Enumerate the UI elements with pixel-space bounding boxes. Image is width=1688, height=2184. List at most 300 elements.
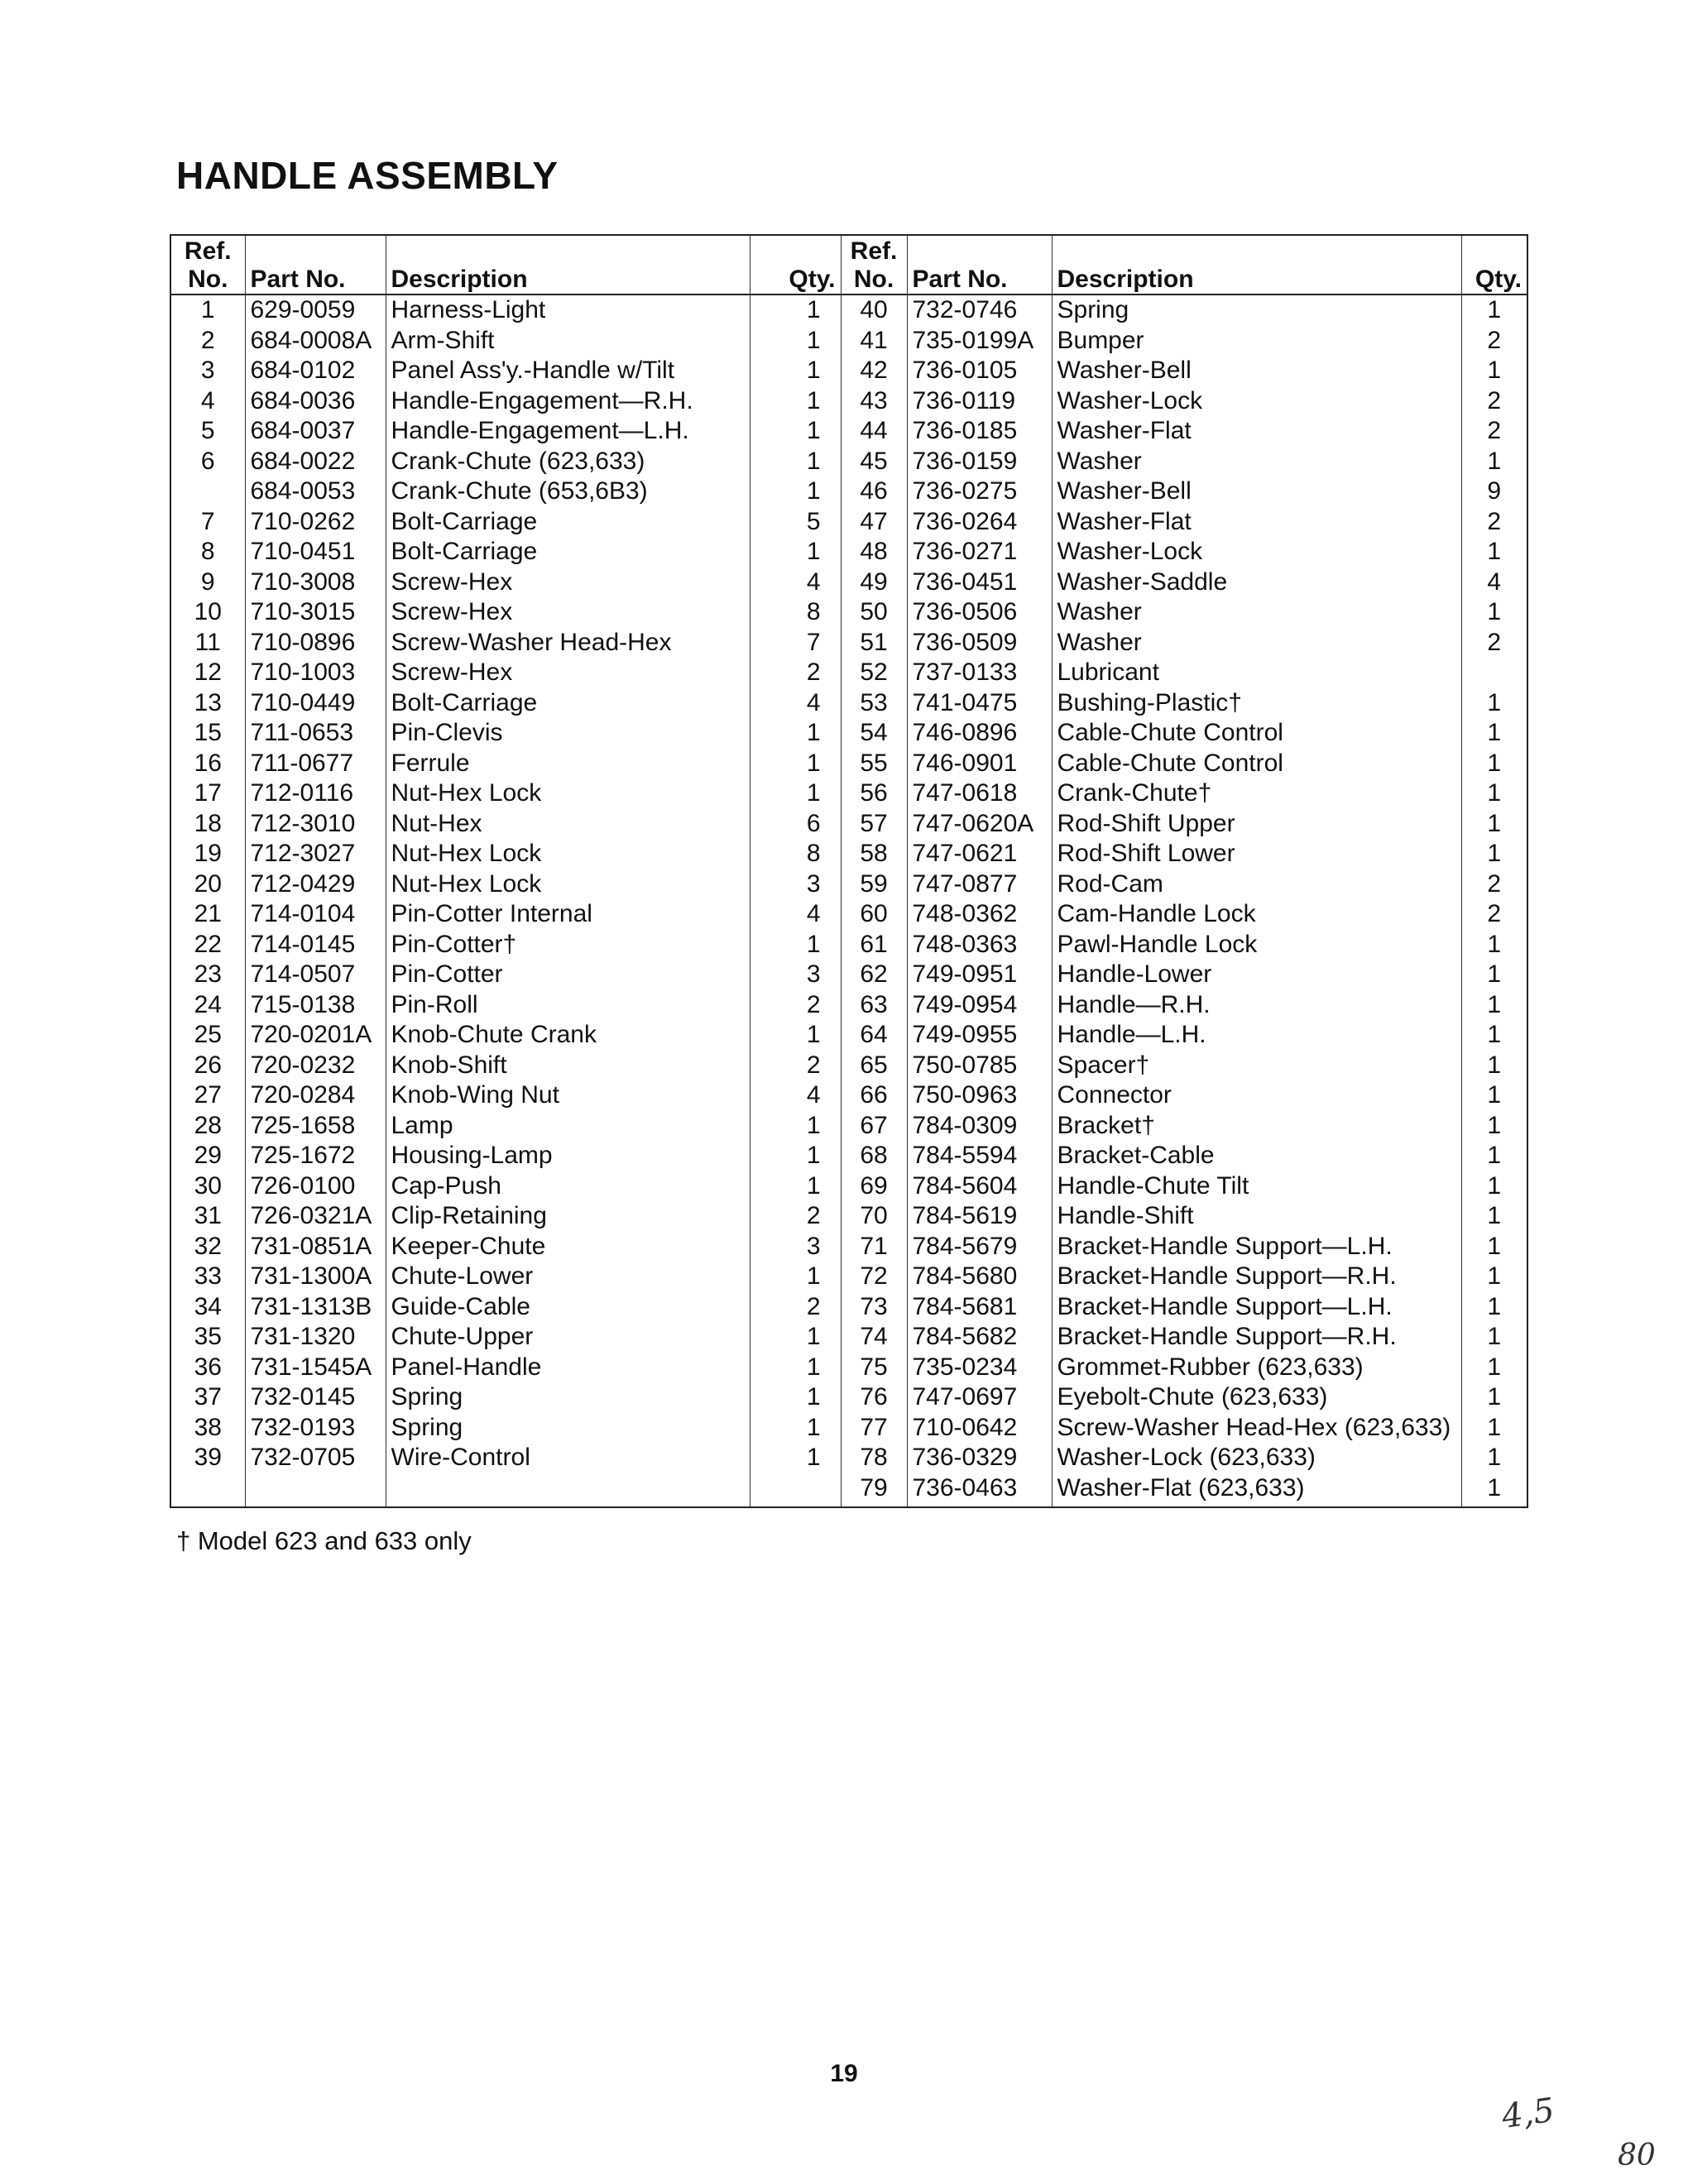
ref-no-cell: 17	[194, 779, 222, 807]
description-cell: Bumper	[1052, 326, 1461, 357]
ref-no-cell: 47	[841, 507, 907, 538]
ref-no-cell: 49	[841, 568, 907, 598]
ref-no-cell: 11	[194, 628, 221, 656]
ref-no-cell: 51	[841, 628, 907, 659]
table-row	[170, 778, 1527, 809]
qty-cell: 1	[750, 1413, 841, 1444]
table-row	[170, 1232, 1527, 1262]
description-cell: Bracket-Handle Support—R.H.	[1052, 1262, 1461, 1292]
description-cell: Eyebolt-Chute (623,633)	[1052, 1382, 1461, 1413]
description-cell: Handle-Chute Tilt	[1052, 1171, 1461, 1202]
qty-cell: 1	[750, 778, 841, 809]
ref-no-cell: 2	[200, 326, 215, 354]
ref-no-cell	[170, 1473, 245, 1508]
description-cell: Knob-Chute Crank	[386, 1020, 750, 1051]
part-no-cell: 710-0896	[245, 628, 386, 659]
ref-no-cell: 57	[841, 809, 907, 840]
description-cell: Washer	[1052, 628, 1461, 659]
ref-no-cell: 9	[200, 568, 215, 596]
ref-no-cell: 27	[194, 1081, 222, 1109]
description-cell: Bushing-Plastic†	[1052, 688, 1461, 719]
qty-cell: 3	[750, 1232, 841, 1262]
qty-cell: 1	[750, 477, 841, 507]
ref-no-cell: 50	[841, 597, 907, 628]
description-cell: Spring	[386, 1413, 750, 1444]
ref-no-cell: 18	[194, 809, 222, 837]
part-no-cell: 731-1300A	[245, 1262, 386, 1292]
description-cell: Cam-Handle Lock	[1052, 899, 1461, 930]
description-cell: Handle-Engagement—L.H.	[386, 416, 750, 447]
table-row	[170, 658, 1527, 688]
part-no-cell: 747-0620A	[907, 809, 1052, 840]
ref-no-cell: 71	[841, 1232, 907, 1262]
description-cell: Washer-Flat (623,633)	[1052, 1473, 1461, 1508]
part-no-cell: 710-0262	[245, 507, 386, 538]
description-cell: Pin-Cotter Internal	[386, 899, 750, 930]
qty-cell: 8	[750, 597, 841, 628]
part-no-cell: 715-0138	[245, 990, 386, 1021]
description-cell: Guide-Cable	[386, 1292, 750, 1323]
ref-no-cell: 35	[194, 1323, 222, 1351]
qty-cell: 1	[1461, 1201, 1527, 1232]
part-no-cell: 712-0116	[245, 778, 386, 809]
description-cell: Washer-Lock	[1052, 537, 1461, 568]
table-row	[170, 1262, 1527, 1292]
handwritten-mark: 80	[1618, 2138, 1656, 2172]
qty-cell: 4	[750, 899, 841, 930]
part-no-cell: 746-0896	[907, 718, 1052, 749]
part-no-cell: 784-5680	[907, 1262, 1052, 1292]
description-cell: Pin-Clevis	[386, 718, 750, 749]
table-row	[170, 326, 1527, 357]
description-cell: Washer-Lock	[1052, 386, 1461, 417]
qty-cell: 2	[1461, 507, 1527, 538]
qty-cell: 1	[1461, 1322, 1527, 1353]
table-row	[170, 1201, 1527, 1232]
qty-cell: 1	[750, 1353, 841, 1383]
qty-cell: 1	[1461, 688, 1527, 719]
part-no-cell: 710-0451	[245, 537, 386, 568]
part-no-cell: 784-5679	[907, 1232, 1052, 1262]
part-no-cell: 735-0199A	[907, 326, 1052, 357]
header-ref-line2: No.	[188, 266, 228, 293]
description-cell: Washer-Bell	[1052, 356, 1461, 386]
ref-no-cell: 36	[194, 1353, 222, 1381]
ref-no-cell: 37	[194, 1383, 222, 1411]
ref-no-cell: 75	[841, 1353, 907, 1383]
qty-cell: 4	[750, 568, 841, 598]
qty-cell: 1	[1461, 749, 1527, 779]
part-no-cell: 732-0145	[245, 1382, 386, 1413]
description-cell: Lubricant	[1052, 658, 1461, 688]
qty-cell: 1	[1461, 1051, 1527, 1081]
qty-cell: 1	[750, 1443, 841, 1473]
ref-no-cell: 4	[200, 386, 215, 414]
part-no-cell: 714-0507	[245, 960, 386, 990]
qty-cell: 1	[1461, 1262, 1527, 1292]
description-cell: Handle-Engagement—R.H.	[386, 386, 750, 417]
ref-no-cell: 38	[194, 1413, 222, 1441]
qty-cell: 1	[1461, 597, 1527, 628]
ref-no-cell: 21	[194, 900, 222, 928]
description-cell: Screw-Washer Head-Hex (623,633)	[1052, 1413, 1461, 1444]
ref-no-cell: 78	[841, 1443, 907, 1473]
qty-cell: 2	[1461, 326, 1527, 357]
description-cell: Rod-Cam	[1052, 869, 1461, 900]
description-cell: Chute-Lower	[386, 1262, 750, 1292]
header-ref-no-left	[170, 235, 245, 295]
description-cell: Grommet-Rubber (623,633)	[1052, 1353, 1461, 1383]
part-no-cell: 747-0877	[907, 869, 1052, 900]
table-row	[170, 356, 1527, 386]
table-row	[170, 1111, 1527, 1142]
description-cell: Pawl-Handle Lock	[1052, 930, 1461, 960]
qty-cell: 6	[750, 809, 841, 840]
ref-no-cell: 6	[200, 447, 215, 475]
header-ref-no-right	[841, 235, 907, 295]
description-cell: Clip-Retaining	[386, 1201, 750, 1232]
ref-no-cell: 69	[841, 1171, 907, 1202]
description-cell: Screw-Washer Head-Hex	[386, 628, 750, 659]
description-cell: Bracket-Cable	[1052, 1141, 1461, 1171]
table-row	[170, 477, 1527, 507]
part-no-cell: 784-0309	[907, 1111, 1052, 1142]
part-no-cell: 710-0449	[245, 688, 386, 719]
description-cell: Harness-Light	[386, 295, 750, 326]
ref-no-cell: 43	[841, 386, 907, 417]
description-cell: Nut-Hex Lock	[386, 778, 750, 809]
footnote: † Model 623 and 633 only	[176, 1526, 472, 1555]
description-cell: Cap-Push	[386, 1171, 750, 1202]
ref-no-cell: 72	[841, 1262, 907, 1292]
qty-cell: 1	[750, 356, 841, 386]
part-no-cell: 735-0234	[907, 1353, 1052, 1383]
qty-cell: 1	[1461, 839, 1527, 869]
ref-no-cell: 52	[841, 658, 907, 688]
ref-no-cell: 16	[194, 749, 222, 777]
qty-cell: 1	[1461, 1111, 1527, 1142]
ref-no-cell: 53	[841, 688, 907, 719]
description-cell: Pin-Cotter†	[386, 930, 750, 960]
part-no-cell: 731-0851A	[245, 1232, 386, 1262]
table-header-row	[170, 235, 1527, 295]
part-no-cell: 725-1672	[245, 1141, 386, 1171]
description-cell: Knob-Wing Nut	[386, 1080, 750, 1111]
ref-no-cell: 12	[194, 659, 222, 687]
part-no-cell: 736-0185	[907, 416, 1052, 447]
part-no-cell: 747-0621	[907, 839, 1052, 869]
qty-cell: 1	[750, 1141, 841, 1171]
description-cell: Bracket-Handle Support—L.H.	[1052, 1292, 1461, 1323]
qty-cell: 1	[750, 930, 841, 960]
qty-cell: 2	[750, 990, 841, 1021]
part-no-cell: 736-0105	[907, 356, 1052, 386]
qty-cell: 1	[750, 1171, 841, 1202]
description-cell: Panel Ass'y.-Handle w/Tilt	[386, 356, 750, 386]
part-no-cell: 712-0429	[245, 869, 386, 900]
part-no-cell: 684-0036	[245, 386, 386, 417]
qty-cell: 1	[750, 1111, 841, 1142]
table-row	[170, 628, 1527, 659]
ref-no-cell: 70	[841, 1201, 907, 1232]
ref-no-cell: 26	[194, 1051, 222, 1079]
qty-cell: 1	[750, 1020, 841, 1051]
part-no-cell: 684-0008A	[245, 326, 386, 357]
ref-no-cell: 30	[194, 1171, 222, 1200]
part-no-cell: 736-0329	[907, 1443, 1052, 1473]
description-cell: Chute-Upper	[386, 1322, 750, 1353]
ref-no-cell: 45	[841, 447, 907, 477]
ref-no-cell: 22	[194, 930, 222, 958]
ref-no-cell: 40	[841, 295, 907, 326]
part-no-cell: 749-0955	[907, 1020, 1052, 1051]
table-row	[170, 1382, 1527, 1413]
ref-no-cell: 13	[194, 688, 222, 716]
header-description-right: Description	[1052, 235, 1461, 295]
table-row	[170, 1473, 1527, 1508]
qty-cell: 1	[1461, 1232, 1527, 1262]
qty-cell: 1	[1461, 1443, 1527, 1473]
qty-cell: 1	[1461, 295, 1527, 326]
description-cell: Cable-Chute Control	[1052, 718, 1461, 749]
part-no-cell: 720-0201A	[245, 1020, 386, 1051]
part-no-cell: 748-0363	[907, 930, 1052, 960]
table-row	[170, 1171, 1527, 1202]
qty-cell: 1	[1461, 718, 1527, 749]
description-cell: Washer-Lock (623,633)	[1052, 1443, 1461, 1473]
part-no-cell: 732-0705	[245, 1443, 386, 1473]
description-cell: Bolt-Carriage	[386, 688, 750, 719]
part-no-cell: 736-0264	[907, 507, 1052, 538]
part-no-cell: 629-0059	[245, 295, 386, 326]
ref-no-cell: 25	[194, 1021, 222, 1049]
part-no-cell: 731-1320	[245, 1322, 386, 1353]
ref-no-cell: 68	[841, 1141, 907, 1171]
qty-cell: 1	[750, 1382, 841, 1413]
part-no-cell: 749-0951	[907, 960, 1052, 990]
table-row	[170, 416, 1527, 447]
qty-cell: 3	[750, 869, 841, 900]
table-row	[170, 930, 1527, 960]
qty-cell: 2	[750, 1201, 841, 1232]
ref-no-cell: 20	[194, 869, 222, 898]
part-no-cell: 710-3015	[245, 597, 386, 628]
part-no-cell: 784-5594	[907, 1141, 1052, 1171]
description-cell: Crank-Chute (623,633)	[386, 447, 750, 477]
part-no-cell: 784-5681	[907, 1292, 1052, 1323]
qty-cell: 2	[750, 658, 841, 688]
part-no-cell: 750-0963	[907, 1080, 1052, 1111]
description-cell: Screw-Hex	[386, 658, 750, 688]
ref-no-cell: 73	[841, 1292, 907, 1323]
description-cell: Washer-Bell	[1052, 477, 1461, 507]
ref-no-cell: 31	[194, 1202, 222, 1230]
qty-cell: 2	[1461, 899, 1527, 930]
ref-no-cell: 39	[194, 1444, 222, 1472]
part-no-cell: 710-3008	[245, 568, 386, 598]
qty-cell: 2	[750, 1292, 841, 1323]
description-cell: Washer	[1052, 597, 1461, 628]
qty-cell: 3	[750, 960, 841, 990]
parts-table-body	[170, 295, 1527, 1507]
ref-no-cell: 76	[841, 1382, 907, 1413]
description-cell: Panel-Handle	[386, 1353, 750, 1383]
qty-cell: 1	[1461, 1382, 1527, 1413]
description-cell: Handle-Shift	[1052, 1201, 1461, 1232]
description-cell: Pin-Cotter	[386, 960, 750, 990]
description-cell: Bracket-Handle Support—L.H.	[1052, 1232, 1461, 1262]
ref-no-cell: 55	[841, 749, 907, 779]
part-no-cell: 710-0642	[907, 1413, 1052, 1444]
table-row	[170, 537, 1527, 568]
description-cell: Screw-Hex	[386, 568, 750, 598]
part-no-cell: 736-0159	[907, 447, 1052, 477]
qty-cell: 1	[1461, 447, 1527, 477]
table-row	[170, 1353, 1527, 1383]
page-title: HANDLE ASSEMBLY	[176, 154, 559, 197]
part-no-cell: 710-1003	[245, 658, 386, 688]
part-no-cell: 736-0271	[907, 537, 1052, 568]
part-no-cell: 726-0100	[245, 1171, 386, 1202]
table-row	[170, 568, 1527, 598]
description-cell: Rod-Shift Upper	[1052, 809, 1461, 840]
ref-no-cell: 1	[200, 296, 215, 324]
table-row	[170, 1080, 1527, 1111]
ref-no-cell: 5	[200, 417, 215, 445]
ref-no-cell: 7	[200, 507, 215, 535]
qty-cell: 1	[750, 416, 841, 447]
qty-cell: 2	[1461, 416, 1527, 447]
part-no-cell: 750-0785	[907, 1051, 1052, 1081]
ref-no-cell: 63	[841, 990, 907, 1021]
qty-cell: 1	[1461, 1020, 1527, 1051]
qty-cell: 1	[1461, 1353, 1527, 1383]
table-row	[170, 1051, 1527, 1081]
ref-no-cell: 32	[194, 1232, 222, 1260]
table-row	[170, 386, 1527, 417]
description-cell: Connector	[1052, 1080, 1461, 1111]
part-no-cell: 714-0145	[245, 930, 386, 960]
qty-cell	[750, 1473, 841, 1508]
qty-cell: 1	[750, 537, 841, 568]
qty-cell: 2	[1461, 628, 1527, 659]
qty-cell: 4	[1461, 568, 1527, 598]
part-no-cell: 784-5619	[907, 1201, 1052, 1232]
part-no-cell: 747-0618	[907, 778, 1052, 809]
ref-no-cell: 65	[841, 1051, 907, 1081]
part-no-cell: 736-0509	[907, 628, 1052, 659]
part-no-cell: 746-0901	[907, 749, 1052, 779]
description-cell: Bracket-Handle Support—R.H.	[1052, 1322, 1461, 1353]
qty-cell: 1	[750, 718, 841, 749]
part-no-cell: 736-0463	[907, 1473, 1052, 1508]
part-no-cell: 784-5604	[907, 1171, 1052, 1202]
part-no-cell: 720-0232	[245, 1051, 386, 1081]
ref-no-cell: 23	[194, 960, 222, 989]
ref-no-cell	[170, 477, 245, 507]
part-no-cell: 737-0133	[907, 658, 1052, 688]
description-cell: Crank-Chute†	[1052, 778, 1461, 809]
part-no-cell: 725-1658	[245, 1111, 386, 1142]
ref-no-cell: 79	[841, 1473, 907, 1508]
ref-no-cell: 15	[194, 719, 222, 747]
ref-no-cell: 77	[841, 1413, 907, 1444]
description-cell: Cable-Chute Control	[1052, 749, 1461, 779]
description-cell: Bracket†	[1052, 1111, 1461, 1142]
part-no-cell: 736-0119	[907, 386, 1052, 417]
description-cell	[386, 1473, 750, 1508]
ref-no-cell: 28	[194, 1111, 222, 1139]
ref-no-cell: 24	[194, 990, 222, 1018]
qty-cell: 1	[1461, 1171, 1527, 1202]
ref-no-cell: 42	[841, 356, 907, 386]
header-description-left: Description	[386, 235, 750, 295]
ref-no-cell: 58	[841, 839, 907, 869]
table-row	[170, 960, 1527, 990]
table-row	[170, 809, 1527, 840]
description-cell: Bolt-Carriage	[386, 507, 750, 538]
description-cell: Housing-Lamp	[386, 1141, 750, 1171]
description-cell: Washer-Flat	[1052, 416, 1461, 447]
description-cell: Rod-Shift Lower	[1052, 839, 1461, 869]
description-cell: Crank-Chute (653,6B3)	[386, 477, 750, 507]
ref-no-cell: 46	[841, 477, 907, 507]
qty-cell: 1	[750, 1322, 841, 1353]
part-no-cell: 714-0104	[245, 899, 386, 930]
ref-no-cell: 61	[841, 930, 907, 960]
header-part-no-left: Part No.	[245, 235, 386, 295]
description-cell: Knob-Shift	[386, 1051, 750, 1081]
table-row	[170, 597, 1527, 628]
part-no-cell: 736-0275	[907, 477, 1052, 507]
table-row	[170, 295, 1527, 326]
description-cell: Spring	[1052, 295, 1461, 326]
description-cell: Wire-Control	[386, 1443, 750, 1473]
handwritten-mark: 4,5	[1499, 2091, 1557, 2137]
table-row	[170, 718, 1527, 749]
page-number: 19	[830, 2060, 858, 2087]
qty-cell: 2	[1461, 869, 1527, 900]
description-cell: Washer-Saddle	[1052, 568, 1461, 598]
qty-cell: 4	[750, 1080, 841, 1111]
ref-no-cell: 34	[194, 1292, 222, 1320]
description-cell: Pin-Roll	[386, 990, 750, 1021]
part-no-cell: 747-0697	[907, 1382, 1052, 1413]
ref-no-cell: 59	[841, 869, 907, 900]
part-no-cell: 748-0362	[907, 899, 1052, 930]
qty-cell: 1	[1461, 990, 1527, 1021]
part-no-cell: 732-0746	[907, 295, 1052, 326]
qty-cell: 1	[1461, 1292, 1527, 1323]
qty-cell: 1	[750, 749, 841, 779]
description-cell: Spacer†	[1052, 1051, 1461, 1081]
part-no-cell: 732-0193	[245, 1413, 386, 1444]
part-no-cell: 684-0053	[245, 477, 386, 507]
table-row	[170, 899, 1527, 930]
ref-no-cell: 33	[194, 1262, 222, 1291]
part-no-cell: 736-0506	[907, 597, 1052, 628]
part-no-cell: 731-1545A	[245, 1353, 386, 1383]
header-part-no-right: Part No.	[907, 235, 1052, 295]
table-row	[170, 1322, 1527, 1353]
ref-no-cell: 48	[841, 537, 907, 568]
description-cell: Lamp	[386, 1111, 750, 1142]
parts-table	[170, 234, 1528, 1508]
description-cell: Washer-Flat	[1052, 507, 1461, 538]
description-cell: Nut-Hex	[386, 809, 750, 840]
qty-cell: 1	[1461, 1080, 1527, 1111]
table-row	[170, 1292, 1527, 1323]
